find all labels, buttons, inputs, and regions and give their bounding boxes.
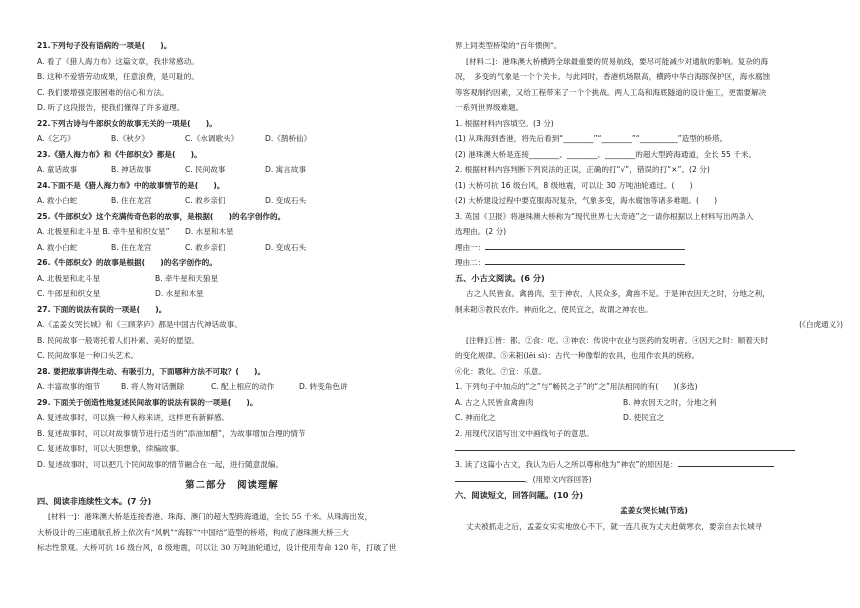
option: B. 这种不爱惜劳动成果，任意浪费，是可耻的。 [37, 72, 199, 81]
question-23: 23.《猎人海力布》和《牛郎织女》都是( )。 [37, 149, 202, 159]
option: A. 古之人民皆食禽兽肉 [455, 397, 534, 407]
question-6-row [455, 457, 853, 473]
option: C. 我们要增强克服困难的信心和方法。 [37, 87, 169, 97]
option: C. 神而化之 [455, 413, 496, 422]
question-25: 25.《牛郎织女》这个充满传奇色彩的故事，是根据( )的名字创作的。 [37, 211, 286, 221]
question-1: 1. 根据材料内容填空。(3 分) [455, 118, 554, 128]
material-line: 标志性景观。大桥可抗 16 级台风，8 级地震，可以让 30 万吨油轮通过，设计使用寿命 120 年，打破了世 [37, 543, 397, 552]
option: B. 复述故事时，可以对故事情节进行适当的“添油加醋”，为故事增加合理的情节 [37, 428, 306, 438]
answer-blank[interactable] [485, 255, 685, 265]
material-line: 况， 多变的气象是一个个关卡。与此同时，香港机场限高，横跨中华白海豚保护区，海水腐蚀 [455, 72, 771, 81]
option: A. 北极星和北斗星 [37, 273, 101, 283]
question-6-cont-row [455, 472, 853, 488]
option: D.《鹊桥仙》 [265, 134, 312, 143]
question-3: 3. 英国《卫报》将港珠澳大桥称为“现代世界七大奇迹”之一请你根据以上材料写出两条入 [455, 211, 754, 221]
answer-blank[interactable] [678, 457, 774, 467]
options-row [37, 193, 427, 209]
question-2-part-2: (2) 大桥建设过程中要克服海况复杂，气象多变，海水腐蚀等诸多难题。( ) [455, 196, 718, 205]
option: A. 北极星和北斗星 B. 牵牛星和织女星” [37, 227, 170, 236]
option: A. 看了《猎人海力布》这篇文章，我非常感动。 [37, 56, 199, 66]
question-6: 3. 读了这篇小古文，我认为后人之所以尊称他为“神农”的原因是： [455, 459, 678, 469]
option: B. 将人物对话删除 [121, 382, 185, 391]
question-2: 2. 根据材料内容判断下列说法的正误，正确的打“√”，错误的打“×”。(2 分) [455, 165, 710, 174]
section-5-heading: 五、小古文阅读。(6 分) [455, 272, 545, 283]
option: C.《水调歌头》 [185, 134, 239, 143]
question-22: 22.下列古诗与牛郎织女的故事无关的一项是( )。 [37, 118, 217, 128]
option: B. 牵牛星和天狼星 [155, 273, 219, 283]
option: D. 变成石头 [265, 196, 307, 205]
option: C. 牛郎星和织女星 [37, 289, 101, 298]
question-21: 21.下列句子没有语病的一项是( )。 [37, 41, 172, 50]
options-row [37, 271, 427, 287]
answer-blank[interactable] [455, 441, 795, 451]
reason-1-row [455, 240, 853, 256]
question-4: 1. 下列句子中加点的“之”与“畅民之子”的“之”用法相同的有( )(多选) [455, 382, 698, 391]
essay-title: 孟姜女哭长城(节选) [620, 506, 688, 515]
option: D. 复述故事时，可以把几个民间故事的情节融合在一起，进行随意混编。 [37, 459, 284, 469]
option: D. 水星和木星 [155, 289, 204, 298]
question-27: 27. 下面的说法有误的一项是( )。 [37, 304, 167, 314]
option: B. 民间故事一般寄托着人们朴素、美好的愿望。 [37, 335, 199, 345]
section-4-heading: 四、阅读非连续性文本。(7 分) [37, 495, 152, 506]
note-line: ⑥化：教化。⑦宜：乐意。 [455, 366, 547, 376]
classical-text-line: 古之人民皆食。禽兽肉，至于神农，人民众多，禽兽不足。于是神农因天之时，分地之利， [466, 289, 770, 298]
options-row [37, 379, 427, 395]
answer-line-row [455, 441, 853, 457]
option: D. 使民宜之 [623, 413, 665, 422]
question-3-cont: 选理由。(2 分) [455, 227, 507, 236]
option: A. 复述故事时，可以换一种人称来讲，这样更有新鲜感。 [37, 413, 230, 422]
option: D. 听了这段报告，使我们懂得了许多道理。 [37, 103, 185, 112]
question-1-part-2: (2) 港珠澳大桥是连接________、________、________的超大型跨海通道，全长 55 千米。 [455, 149, 757, 159]
section-6-heading: 六、阅读短文，回答问题。(10 分) [455, 489, 584, 500]
option: C. 救乡亲们 [185, 196, 226, 205]
option: B.《秋夕》 [111, 134, 149, 143]
option: C. 复述故事时，可以大胆想象，续编故事。 [37, 444, 184, 453]
option: D. 转变角色讲 [299, 382, 348, 391]
option: B. 住在龙宫 [111, 196, 152, 205]
question-1-part-1: (1) 从珠海到香港，将先后看到“________”“________”“__________”造型的桥塔。 [455, 134, 728, 143]
reason-2-label: 理由二： [455, 258, 486, 267]
material-line: [材料二]：港珠澳大桥横跨全球最重要的贸易航线，要尽可能减少对通航的影响。复杂的海 [466, 56, 769, 66]
text-source: (《白虎通义》) [799, 320, 843, 329]
question-2-part-1: (1) 大桥可抗 16 级台风，8 级地震，可以让 30 万吨油轮通过。( ) [455, 180, 693, 190]
material-line: 等客观制约因素，又给工程带来了一个个挑战。两人工岛和海底隧道的设计施工，更需要解决 [455, 87, 767, 97]
material-line: 界上同类型桥梁的“百年惯例”。 [455, 41, 562, 50]
options-row [37, 162, 427, 178]
option: D. 水星和木星 [185, 227, 234, 236]
classical-text-line: 制耒耜⑤教民农作。神而化之，使民宜之，故谓之神农也。 [455, 304, 653, 314]
options-row [37, 224, 427, 240]
option: A.《孟姜女哭长城》和《三顾茅庐》都是中国古代神话故事。 [37, 320, 242, 329]
part-title: 第二部分 阅读理解 [185, 480, 279, 491]
material-line: [材料一]：港珠澳大桥是连接香港、珠海、澳门的超大型跨海通道，全长 55 千米。从珠海出发， [48, 512, 373, 521]
answer-blank[interactable] [455, 472, 525, 482]
question-29: 29. 下面关于创造性地复述民间故事的说法有误的一项是( )。 [37, 397, 258, 407]
option: D. 寓言故事 [265, 165, 307, 174]
question-24: 24.下面不是《猎人海力布》中的故事情节的是( )。 [37, 180, 225, 190]
option: C. 救乡亲们 [185, 242, 226, 252]
question-5: 2. 用现代汉语写出文中画线句子的意思。 [455, 428, 594, 438]
material-line: 大桥设计的三座通航孔桥上依次有“风帆”“海豚”“中国结”造型的桥塔，构成了港珠澳大桥三大 [37, 527, 349, 537]
option: A. 救小白蛇 [37, 196, 78, 205]
answer-blank[interactable] [485, 240, 685, 250]
option: A. 童话故事 [37, 165, 78, 174]
options-row [37, 240, 427, 256]
option: C. 民间故事是一种口头艺术。 [37, 351, 139, 360]
options-row [37, 286, 427, 302]
option: B. 住在龙宫 [111, 242, 152, 252]
question-26: 26.《牛郎织女》的故事是根据( )的名字创作的。 [37, 258, 217, 267]
option: B. 神话故事 [111, 165, 152, 174]
essay-line: 丈夫被抓走之后，孟姜女实实地放心不下，就一连几夜为丈夫赶做寒衣，要亲自去长城寻 [466, 521, 763, 531]
option: C. 配上相应的动作 [211, 382, 275, 391]
reason-2-row [455, 255, 853, 271]
reason-1-label: 理由一： [455, 242, 486, 252]
question-28: 28. 要把故事讲得生动、有吸引力，下面哪种方法不可取？( )。 [37, 366, 266, 376]
option: C. 民间故事 [185, 165, 226, 174]
options-row [455, 395, 853, 411]
right-column [455, 38, 853, 534]
option: B. 神农因天之时，分地之利 [623, 397, 717, 407]
left-column [37, 38, 427, 556]
option: A.《乞巧》 [37, 134, 75, 143]
options-row [455, 410, 853, 426]
note-line: [注释]①皆：都。②食：吃。③神农：传说中农业与医药的发明者。④因天之时：顺着天时 [466, 335, 769, 345]
option: D. 变成石头 [265, 242, 307, 252]
material-line: 一系列世界级难题。 [455, 103, 524, 112]
options-row [37, 131, 427, 147]
question-6-cont: 。(用原文内容回答) [525, 475, 592, 484]
option: A. 丰富故事的细节 [37, 382, 101, 391]
option: A. 救小白蛇 [37, 242, 78, 252]
note-line: 的变化规律。⑤耒耜(lěi sì)：古代一种像犁的农具，也用作农具的统称。 [455, 351, 700, 360]
